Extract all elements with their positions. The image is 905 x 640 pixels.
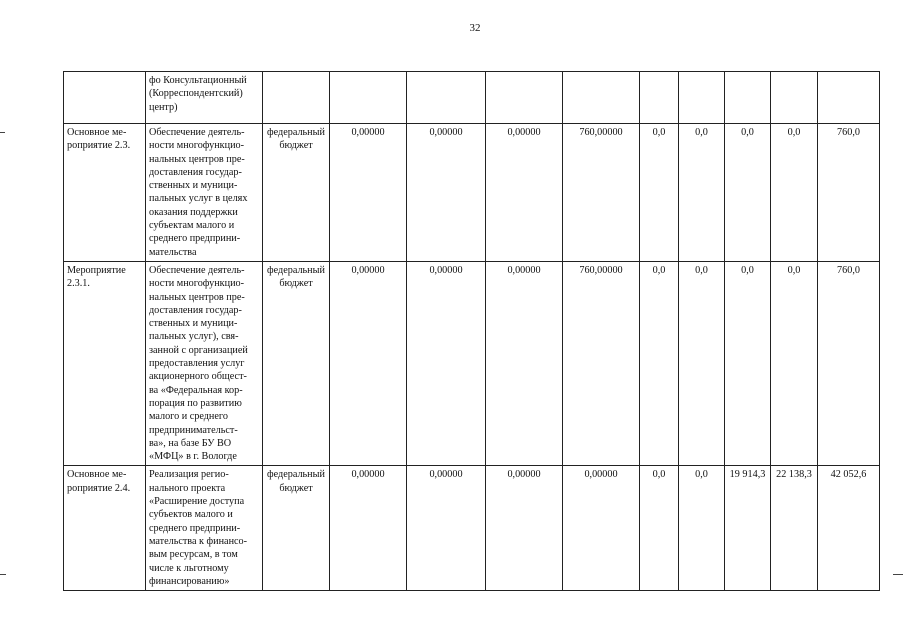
value-cell: 0,00000	[486, 124, 563, 262]
value-cell	[563, 72, 640, 124]
value-cell	[407, 72, 486, 124]
row-description-cell: Реализация регио- нального проекта «Расширение доступа субъектов малого и среднего предприни- мательства к финансо- вым ресурсам, в том числе к льготному финансированию»	[146, 466, 263, 591]
value-cell	[486, 72, 563, 124]
value-cell	[640, 72, 679, 124]
value-cell	[679, 72, 725, 124]
value-cell: 0,0	[679, 466, 725, 591]
value-cell: 0,0	[640, 261, 679, 465]
value-cell: 0,00000	[407, 261, 486, 465]
table-row	[64, 72, 880, 124]
value-cell: 0,0	[771, 124, 818, 262]
value-cell: 0,00000	[486, 261, 563, 465]
value-cell: 760,00000	[563, 261, 640, 465]
row-description-cell: фо Консультационный (Корреспондентский) центр)	[146, 72, 263, 124]
value-cell: 42 052,6	[818, 466, 880, 591]
value-cell: 19 914,3	[725, 466, 771, 591]
value-cell: 0,00000	[407, 124, 486, 262]
funding-source-cell: федеральный бюджет	[263, 124, 330, 262]
value-cell	[818, 72, 880, 124]
funding-source-cell: федеральный бюджет	[263, 466, 330, 591]
value-cell: 0,00000	[486, 466, 563, 591]
value-cell	[330, 72, 407, 124]
value-cell: 0,0	[771, 261, 818, 465]
edge-mark-bottom-left	[0, 574, 6, 575]
table-row	[64, 466, 880, 591]
value-cell: 0,0	[679, 124, 725, 262]
value-cell: 0,0	[679, 261, 725, 465]
edge-mark-top-left	[0, 132, 5, 133]
row-description-cell: Обеспечение деятель- ности многофункцио- нальных центров пре- доставления государ- ственных и муници- пальных услуг), свя- занной с организацией предоставления услуг акционерного общест- ва «Федеральная кор- порация по развитию малого и среднего предпринимательст- ва», на базе БУ ВО «МФЦ» в г. Вологде	[146, 261, 263, 465]
page-number: 32	[469, 22, 481, 34]
value-cell: 0,0	[725, 261, 771, 465]
value-cell: 0,00000	[563, 466, 640, 591]
value-cell: 0,00000	[330, 466, 407, 591]
value-cell: 0,00000	[407, 466, 486, 591]
funding-source-cell	[263, 72, 330, 124]
funding-source-cell: федеральный бюджет	[263, 261, 330, 465]
value-cell: 760,0	[818, 261, 880, 465]
value-cell: 760,0	[818, 124, 880, 262]
value-cell	[725, 72, 771, 124]
table-row	[64, 261, 880, 465]
value-cell: 0,00000	[330, 261, 407, 465]
value-cell: 0,0	[640, 466, 679, 591]
row-name-cell: Основное ме- роприятие 2.3.	[64, 124, 146, 262]
value-cell: 0,0	[640, 124, 679, 262]
row-name-cell	[64, 72, 146, 124]
value-cell: 0,0	[725, 124, 771, 262]
edge-mark-bottom-right	[893, 574, 903, 575]
value-cell: 0,00000	[330, 124, 407, 262]
row-description-cell: Обеспечение деятель- ности многофункцио- нальных центров пре- доставления государ- ственных и муници- пальных услуг в целях оказания поддержки субъектам малого и среднего предприни- мательства	[146, 124, 263, 262]
row-name-cell: Мероприятие 2.3.1.	[64, 261, 146, 465]
value-cell: 760,00000	[563, 124, 640, 262]
value-cell	[771, 72, 818, 124]
value-cell: 22 138,3	[771, 466, 818, 591]
table-row	[64, 124, 880, 262]
row-name-cell: Основное ме- роприятие 2.4.	[64, 466, 146, 591]
budget-table	[63, 71, 880, 591]
